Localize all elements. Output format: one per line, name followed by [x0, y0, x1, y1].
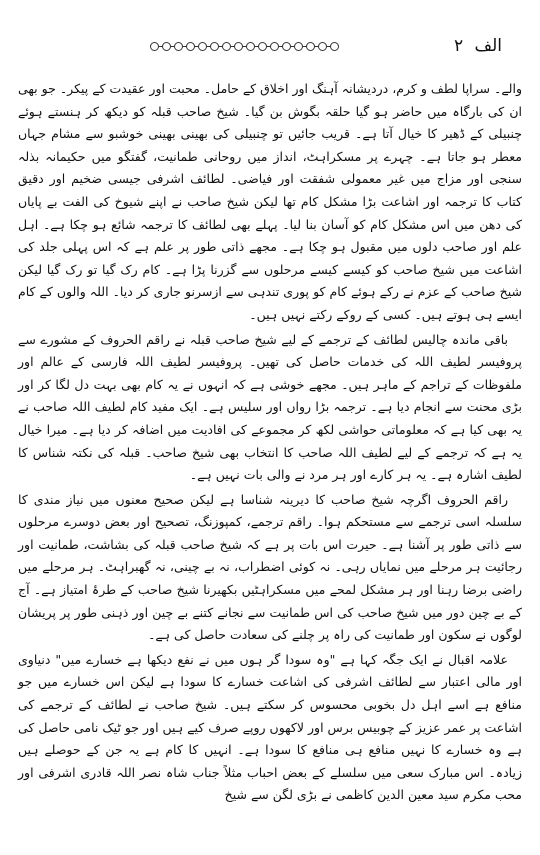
ornament-circle-icon	[306, 42, 315, 51]
paragraph: علامہ اقبال نے ایک جگہ کہا ہے "وہ سودا گر ہوں میں نے نفع دیکھا ہے خسارے میں" دنیاوی اور مالی اعتبار سے لطائف اشرفی کی اشاعت خسارے کا سودا ہے لیکن اس خسارے میں جو منافع ہے اسے اہل دل بخوبی محسوس کر سکتے ہیں۔ شیخ صاحب نے لطائف کے ترجمے کی اشاعت پر عمر عزیز کے چوبیس برس اور لاکھوں روپے صرف کیے ہیں اور جو ٹیک نامی حاصل کی ہے وہ خسارے کا نہیں منافع ہی منافع کا سودا ہے۔ انہیں کا کام ہے یہ جن کے حوصلے ہیں زیادہ۔ اس مبارک سعی میں سلسلے کے بعض احباب مثلاً جناب شاہ نصر اللہ قادری اشرفی اور محب مکرم سید معین الدین کاظمی نے بڑی لگن سے شیخ	[18, 651, 522, 803]
ornament-circle-icon	[198, 42, 207, 51]
ornament-circle-icon	[294, 42, 303, 51]
ornament-circle-icon	[210, 42, 219, 51]
page-label-text: الف	[474, 36, 502, 56]
ornament-circle-icon	[162, 42, 171, 51]
ornament-circle-icon	[246, 42, 255, 51]
ornament-circle-icon	[282, 42, 291, 51]
ornament-circle-icon	[222, 42, 231, 51]
body-text	[18, 78, 522, 809]
page-label	[454, 36, 502, 56]
ornament-circle-icon	[174, 42, 183, 51]
ornament-circle-icon	[186, 42, 195, 51]
paragraph: باقی ماندہ چالیس لطائف کے ترجمے کے لیے شیخ صاحب قبلہ نے راقم الحروف کے مشورے سے پروفیسر لطیف اللہ کی خدمات حاصل کی تھیں۔ پروفیسر لطیف اللہ فارسی کے عالم اور ملفوظات کے تراجم کے ماہر ہیں۔ مجھے خوشی ہے کہ انہوں نے یہ کام بھی بہت دل لگا کر اور بڑی محنت سے انجام دیا ہے۔ ترجمہ بڑا رواں اور سلیس ہے۔ ایک مفید کام لطیف اللہ صاحب نے یہ بھی کیا ہے کہ معلوماتی حواشی لکھ کر مجموعے کی افادیت میں اضافہ کر دیا ہے۔ میرا خیال یہ ہے کہ ترجمے کے لیے لطیف اللہ صاحب کا انتخاب بھی شیخ صاحب۔ قبلہ کی نکتہ شناس کا لطیف اشارہ ہے۔ یہ ہر کارے اور ہر مرد نے والی بات نہیں ہے۔	[18, 331, 522, 483]
ornament-circle-icon	[318, 42, 327, 51]
paragraph: راقم الحروف اگرچہ شیخ صاحب کا دیرینہ شناسا ہے لیکن صحیح معنوں میں نیاز مندی کا سلسلہ اسی ترجمے سے مستحکم ہوا۔ راقم ترجمے، کمپوزنگ، تصحیح اور بعض دوسرے مرحلوں سے ذاتی طور پر آشنا ہے۔ حیرت اس بات پر ہے کہ شیخ صاحب قبلہ کی بشاشت، طمانیت اور رجائیت ہر مرحلے میں نمایاں رہی۔ نہ کوئی اضطراب، نہ بے چینی، نہ گھبراہٹ۔ ہر مرحلے میں راضی برضا رہنا اور ہر مشکل لمحے میں مسکراہٹیں بکھیرنا شیخ صاحب کے طرۂ امتیاز ہے۔ آج کے بے چین دور میں شیخ صاحب کی اس طمانیت سے نجانے کتنے بے چین اور ذہنی طور پر پریشان لوگوں نے سکون اور طمانیت کی راہ پر چلنے کی سعادت حاصل کی ہے۔	[18, 491, 522, 643]
ornament-circle-icon	[234, 42, 243, 51]
paragraph: والے۔ سراپا لطف و کرم، دردیشانہ آہنگ اور اخلاق کے حامل۔ محبت اور عقیدت کے پیکر۔ جو بھی ان کی بارگاہ میں حاضر ہو گیا حلقہ بگوش بن گیا۔ شیخ صاحب قبلہ کو دیکھ کر ہنستے ہوئے چنبیلی کے ڈھیر کا خیال آتا ہے۔ قریب جائیں تو چنبیلی کی بھینی بھینی خوشبو سے مشام جہاں معطر ہو جاتا ہے۔ چہرے پر مسکراہٹ، انداز میں روحانی طمانیت، گفتگو میں حکیمانہ بذلہ سنجی اور مزاج میں غیر معمولی شفقت اور فیاضی۔ لطائف اشرفی جیسی ضخیم اور دقیق کتاب کا ترجمہ اور اشاعت بڑا مشکل کام تھا لیکن شیخ صاحب نے اپنے شیوخ کی الفت بے پایاں کی دھن میں اس مشکل کام کو آسان بنا لیا۔ پہلے بھی لطائف کا ترجمہ شائع ہو چکا ہے۔ اہل علم اور صاحب دلوں میں مقبول ہو چکا ہے۔ مجھے ذاتی طور پر علم ہے کہ اس پہلی جلد کی اشاعت میں شیخ صاحب کو کیسے کیسے مرحلوں سے گزرنا پڑا ہے۔ کام رک گیا تو رک گیا لیکن شیخ صاحب کے عزم نے رکے ہوئے کام کو پوری تندہی سے ازسرنو جاری کر دیا۔ اللہ والوں کے کام ایسے ہی ہوتے ہیں۔ کسی کے روکے رکتے نہیں ہیں۔	[18, 81, 522, 322]
page-number: ۲	[453, 36, 464, 56]
page-header	[0, 36, 540, 66]
ornament-circle-icon	[258, 42, 267, 51]
ornament-circle-icon	[150, 42, 159, 51]
decorative-ornament	[150, 42, 342, 51]
ornament-circle-icon	[270, 42, 279, 51]
ornament-circle-icon	[330, 42, 339, 51]
